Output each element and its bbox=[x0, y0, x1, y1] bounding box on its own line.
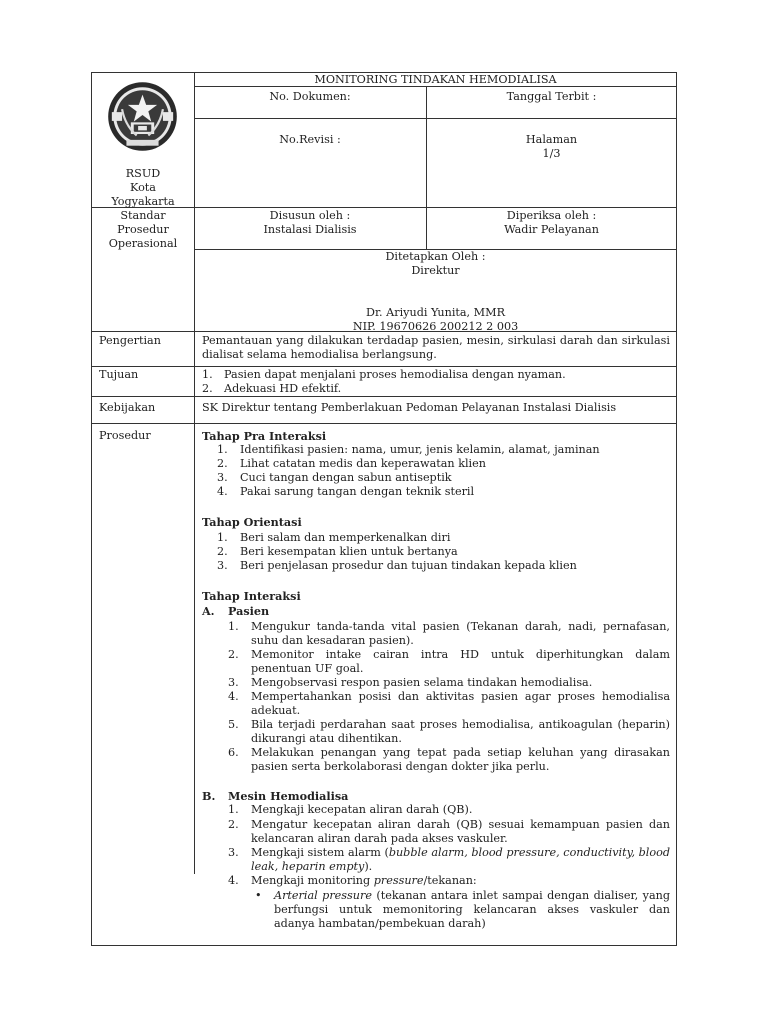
disusun-label: Disusun oleh : bbox=[269, 209, 351, 222]
list-marker: 3. bbox=[228, 846, 239, 859]
mesin-item: Mengatur kecepatan aliran darah (QB) sesuai kemampuan pasien dan kelancaran aliran darah pada akses vaskuler. bbox=[251, 818, 670, 845]
orientasi-item: Beri salam dan memperkenalkan diri bbox=[240, 531, 451, 544]
no-dokumen-label: No. Dokumen: bbox=[269, 90, 351, 103]
pra-item: Pakai sarung tangan dengan teknik steril bbox=[240, 485, 475, 498]
section-letter: A. bbox=[202, 604, 215, 618]
tujuan-item: Pasien dapat menjalani proses hemodialisa dengan nyaman. bbox=[224, 368, 566, 381]
tujuan-label: Tujuan bbox=[99, 368, 139, 381]
arterial-pressure-item bbox=[274, 889, 670, 931]
bullet-icon: • bbox=[255, 889, 262, 902]
signatory-name: Dr. Ariyudi Yunita, MMR bbox=[365, 306, 506, 319]
kebijakan-text: SK Direktur tentang Pemberlakuan Pedoman Pelayanan Instalasi Dialisis bbox=[202, 401, 617, 414]
pasien-heading: Pasien bbox=[228, 604, 270, 618]
mesin-item: Mengkaji kecepatan aliran darah (QB). bbox=[251, 803, 473, 816]
pra-item: Identifikasi pasien: nama, umur, jenis kelamin, alamat, jaminan bbox=[240, 443, 600, 456]
list-marker: 6. bbox=[228, 746, 239, 759]
tujuan-item: Adekuasi HD efektif. bbox=[224, 382, 342, 395]
prosedur-label: Prosedur bbox=[99, 429, 151, 442]
section-letter: B. bbox=[202, 789, 216, 803]
ditetapkan-label: Ditetapkan Oleh : bbox=[385, 250, 486, 263]
pra-interaksi-heading: Tahap Pra Interaksi bbox=[202, 429, 327, 443]
pra-item: Cuci tangan dengan sabun antiseptik bbox=[240, 471, 452, 484]
pengertian-text: Pemantauan yang dilakukan terdadap pasien, mesin, sirkulasi darah dan sirkulasi dialisat selama hemodialisa berlangsung. bbox=[202, 334, 670, 361]
mesin-item-text: Mengkaji monitoring bbox=[251, 874, 374, 887]
disusun-value: Instalasi Dialisis bbox=[263, 223, 357, 236]
list-marker: 2. bbox=[228, 648, 239, 661]
list-marker: 3. bbox=[217, 471, 228, 484]
mesin-item-text: /tekanan: bbox=[423, 874, 477, 887]
list-marker: 4. bbox=[228, 690, 239, 703]
pra-item: Lihat catatan medis dan keperawatan klien bbox=[240, 457, 486, 470]
no-revisi-label: No.Revisi : bbox=[279, 133, 341, 146]
pasien-item: Bila terjadi perdarahan saat proses hemodialisa, antikoagulan (heparin) dikurangi atau dihentikan. bbox=[251, 718, 670, 745]
halaman-value: 1/3 bbox=[542, 147, 561, 160]
list-marker: 1. bbox=[217, 443, 228, 456]
list-marker: 3. bbox=[217, 559, 228, 572]
kebijakan-label: Kebijakan bbox=[99, 401, 156, 414]
orientasi-heading: Tahap Orientasi bbox=[202, 515, 302, 529]
list-marker: 3. bbox=[228, 676, 239, 689]
list-marker: 2. bbox=[202, 382, 213, 395]
pasien-item: Mengobservasi respon pasien selama tindakan hemodialisa. bbox=[251, 676, 593, 689]
halaman-label: Halaman bbox=[525, 133, 578, 146]
arterial-pressure-text: (tekanan antara inlet sampai dengan dialiser, yang berfungsi untuk memonitoring kelancaran akses vaskuler dan adanya hambatan/pembekuan darah) bbox=[274, 889, 670, 930]
pasien-item: Mengukur tanda-tanda vital pasien (Tekanan darah, nadi, pernafasan, suhu dan kesadaran pasien). bbox=[251, 620, 670, 647]
pengertian-label: Pengertian bbox=[99, 334, 161, 347]
list-marker: 2. bbox=[228, 818, 239, 831]
list-marker: 1. bbox=[217, 531, 228, 544]
ditetapkan-value: Direktur bbox=[411, 264, 460, 277]
list-marker: 1. bbox=[202, 368, 213, 381]
mesin-item bbox=[251, 846, 670, 874]
mesin-item-text: ). bbox=[364, 860, 373, 873]
pasien-item: Memonitor intake cairan intra HD untuk diperhitungkan dalam penentuan UF goal. bbox=[251, 648, 670, 675]
document-title: MONITORING TINDAKAN HEMODIALISA bbox=[314, 73, 557, 86]
list-marker: 2. bbox=[217, 457, 228, 470]
pasien-item: Mempertahankan posisi dan aktivitas pasien agar proses hemodialisa adekuat. bbox=[251, 690, 670, 717]
pressure-term: pressure bbox=[373, 874, 424, 887]
spo-line: Standar bbox=[120, 209, 166, 222]
signatory-nip: NIP. 19670626 200212 2 003 bbox=[352, 320, 519, 333]
interaksi-heading: Tahap Interaksi bbox=[202, 589, 301, 603]
diperiksa-value: Wadir Pelayanan bbox=[504, 223, 599, 236]
orientasi-item: Beri penjelasan prosedur dan tujuan tindakan kepada klien bbox=[240, 559, 577, 572]
spo-line: Operasional bbox=[108, 237, 178, 250]
list-marker: 1. bbox=[228, 803, 239, 816]
orientasi-item: Beri kesempatan klien untuk bertanya bbox=[240, 545, 458, 558]
list-marker: 4. bbox=[217, 485, 228, 498]
org-line: RSUD bbox=[125, 167, 161, 180]
list-marker: 2. bbox=[217, 545, 228, 558]
pasien-item: Melakukan penangan yang tepat pada setiap keluhan yang dirasakan pasien serta berkolaborasi dengan dokter jika perlu. bbox=[251, 746, 670, 773]
mesin-item-text: Mengkaji sistem alarm ( bbox=[251, 846, 389, 859]
tanggal-terbit-label: Tanggal Terbit : bbox=[506, 90, 597, 103]
list-marker: 5. bbox=[228, 718, 239, 731]
list-marker: 1. bbox=[228, 620, 239, 633]
org-line: Kota bbox=[130, 181, 156, 194]
mesin-item bbox=[251, 874, 477, 888]
spo-line: Prosedur bbox=[117, 223, 169, 236]
list-marker: 4. bbox=[228, 874, 239, 887]
sop-document bbox=[91, 72, 677, 946]
alarm-list: bubble alarm, blood pressure, conductivity, blood leak, heparin empty bbox=[251, 846, 670, 873]
arterial-pressure-term: Arterial pressure bbox=[274, 889, 372, 902]
org-line: Yogyakarta bbox=[111, 195, 175, 208]
mesin-heading: Mesin Hemodialisa bbox=[228, 789, 349, 803]
rsud-seal-logo-icon bbox=[106, 80, 179, 153]
diperiksa-label: Diperiksa oleh : bbox=[506, 209, 597, 222]
